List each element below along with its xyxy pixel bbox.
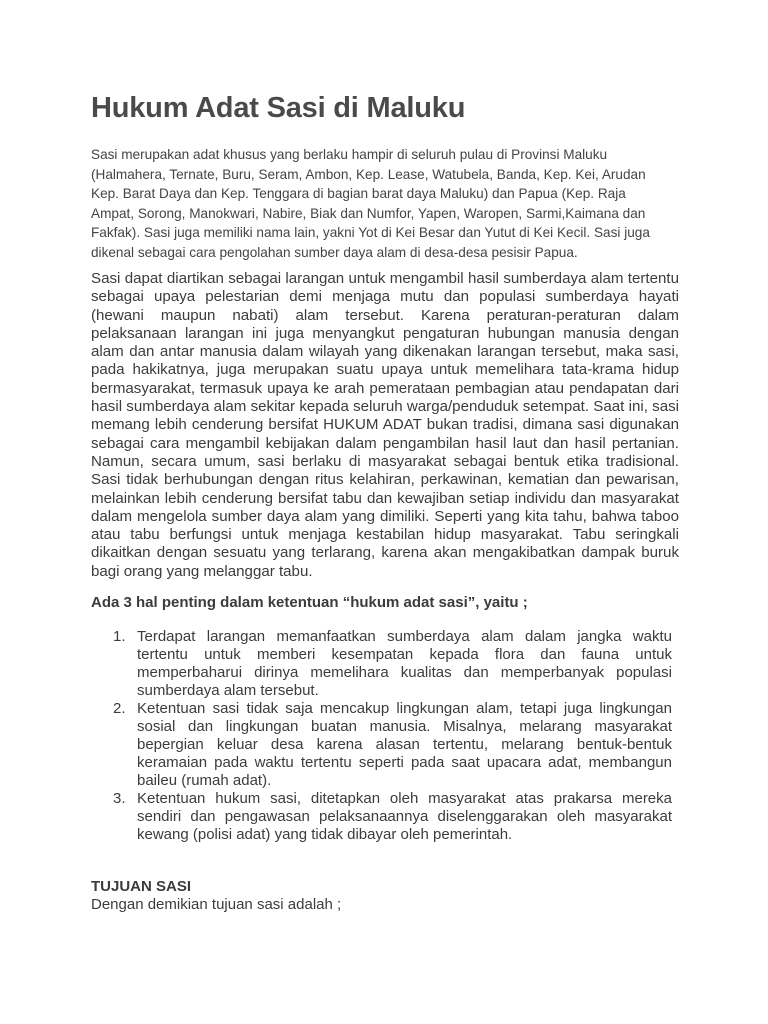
- points-list: [91, 628, 679, 844]
- points-heading: Ada 3 hal penting dalam ketentuan “hukum adat sasi”, yaitu ;: [91, 594, 528, 611]
- page-title: Hukum Adat Sasi di Maluku: [91, 92, 466, 124]
- list-item-text: Ketentuan hukum sasi, ditetapkan oleh masyarakat atas prakarsa mereka sendiri dan pengawasan pelaksanaannya diselenggarakan oleh masyarakat kewang (polisi adat) yang tidak dibayar oleh pemerintah.: [137, 790, 672, 843]
- section-heading-tujuan: TUJUAN SASI: [91, 878, 192, 895]
- section-text-tujuan: Dengan demikian tujuan sasi adalah ;: [91, 896, 342, 913]
- list-item-number: 2.: [113, 700, 126, 717]
- list-item-number: 1.: [113, 628, 126, 645]
- list-item-text: Terdapat larangan memanfaatkan sumberdaya alam dalam jangka waktu tertentu untuk memberi kesempatan kepada flora dan fauna untuk memperbaharui dirinya memelihara kualitas dan memperbanyak populasi sumberdaya alam tersebut.: [137, 628, 672, 699]
- list-item: [91, 790, 679, 844]
- list-item-text: Ketentuan sasi tidak saja mencakup lingkungan alam, tetapi juga lingkungan sosial dan lingkungan buatan manusia. Misalnya, melarang masyarakat bepergian keluar desa karena alasan tertentu, melarang bentuk-bentuk keramaian pada waktu tertentu seperti pada saat upacara adat, membangun baileu (rumah adat).: [137, 700, 672, 789]
- list-item: [91, 628, 679, 700]
- list-item: [91, 700, 679, 790]
- list-item-number: 3.: [113, 790, 126, 807]
- intro-paragraph: Sasi merupakan adat khusus yang berlaku hampir di seluruh pulau di Provinsi Maluku (Halmahera, Ternate, Buru, Seram, Ambon, Kep. Lease, Watubela, Banda, Kep. Kei, Arudan Kep. Barat Daya dan Kep. Tenggara di bagian barat daya Maluku) dan Papua (Kep. Raja Ampat, Sorong, Manokwari, Nabire, Biak dan Numfor, Yapen, Waropen, Sarmi,Kaimana dan Fakfak). Sasi juga memiliki nama lain, yakni Yot di Kei Besar dan Yutut di Kei Kecil. Sasi juga dikenal sebagai cara pengolahan sumber daya alam di desa-desa pesisir Papua.: [91, 147, 650, 260]
- body-paragraph: Sasi dapat diartikan sebagai larangan untuk mengambil hasil sumberdaya alam tertentu sebagai upaya pelestarian demi menjaga mutu dan populasi sumberdaya hayati (hewani maupun nabati) alam tersebut. Karena peraturan-peraturan dalam pelaksanaan larangan ini juga menyangkut pengaturan hubungan manusia dengan alam dan antar manusia dalam wilayah yang dikenakan larangan tersebut, maka sasi, pada hakikatnya, juga merupakan suatu upaya untuk memelihara tata-krama hidup bermasyarakat, termasuk upaya ke arah pemerataan pembagian atau pendapatan dari hasil sumberdaya alam sekitar kepada seluruh warga/penduduk setempat. Saat ini, sasi memang lebih cenderung bersifat HUKUM ADAT bukan tradisi, dimana sasi digunakan sebagai cara mengambil kebijakan dalam pengambilan hasil laut dan hasil pertanian. Namun, secara umum, sasi berlaku di masyarakat sebagai bentuk etika tradisional. Sasi tidak berhubungan dengan ritus kelahiran, perkawinan, kematian dan pewarisan, melainkan lebih cenderung bersifat tabu dan kewajiban setiap individu dan masyarakat dalam mengelola sumber daya alam yang dimiliki. Seperti yang kita tahu, bahwa taboo atau tabu berfungsi untuk menjaga kestabilan hidup masyarakat. Tabu seringkali dikaitkan dengan sesuatu yang terlarang, karena akan mengakibatkan dampak buruk bagi orang yang melanggar tabu.: [91, 270, 679, 580]
